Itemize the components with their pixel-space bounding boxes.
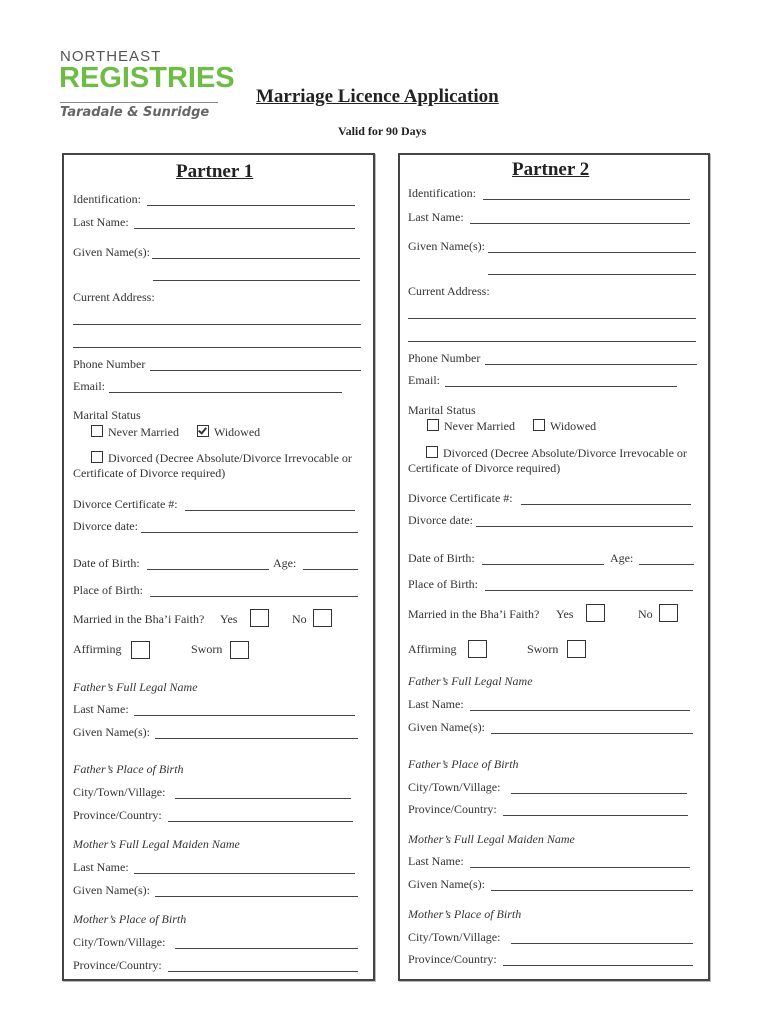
dob-field[interactable]	[147, 569, 269, 570]
mother-name-heading: Mother’s Full Legal Maiden Name	[73, 837, 240, 851]
father-given-field[interactable]	[491, 733, 693, 734]
never-married-option[interactable]	[427, 419, 515, 434]
divorce-cert-label: Divorce Certificate #:	[408, 491, 513, 505]
age-field[interactable]	[639, 564, 694, 565]
never-married-label: Never Married	[444, 419, 515, 433]
partner-1-heading: Partner 1	[176, 161, 254, 182]
widowed-option[interactable]	[533, 419, 596, 434]
marital-status-label: Marital Status	[408, 403, 476, 417]
affirming-label: Affirming	[73, 642, 122, 656]
father-name-heading: Father’s Full Legal Name	[73, 680, 198, 694]
identification-label: Identification:	[408, 186, 476, 200]
sworn-label: Sworn	[527, 642, 559, 656]
given-names-field-2[interactable]	[153, 280, 360, 281]
email-field[interactable]	[109, 392, 342, 393]
registry-logo	[59, 48, 235, 128]
divorced-label-2: Certificate of Divorce required)	[73, 466, 226, 480]
address-field-1[interactable]	[73, 324, 361, 325]
phone-field[interactable]	[150, 370, 361, 371]
given-names-label: Given Name(s):	[73, 245, 150, 259]
divorce-cert-label: Divorce Certificate #:	[73, 497, 178, 511]
mother-last-label: Last Name:	[408, 854, 464, 868]
logo-line-3: Taradale & Sunridge	[60, 105, 210, 120]
yes-label: Yes	[220, 612, 238, 626]
father-pob-heading: Father’s Place of Birth	[408, 757, 519, 771]
phone-label: Phone Number	[73, 357, 146, 371]
divorce-cert-field[interactable]	[521, 504, 691, 505]
mother-name-heading: Mother’s Full Legal Maiden Name	[408, 832, 575, 846]
logo-line-2: REGISTRIES	[59, 62, 235, 94]
email-field[interactable]	[445, 386, 677, 387]
father-city-label: City/Town/Village:	[73, 785, 166, 799]
married-faith-label: Married in the Bha’i Faith?	[408, 607, 540, 621]
father-city-label: City/Town/Village:	[408, 780, 501, 794]
dob-label: Date of Birth:	[73, 556, 140, 570]
father-province-field[interactable]	[168, 821, 353, 822]
father-province-field[interactable]	[503, 815, 688, 816]
divorce-date-field[interactable]	[476, 526, 693, 527]
faith-yes-checkbox[interactable]	[586, 604, 605, 622]
mother-city-field[interactable]	[511, 943, 693, 944]
page-title: Marriage Licence Application	[256, 86, 499, 107]
last-name-label: Last Name:	[408, 210, 464, 224]
father-given-field[interactable]	[155, 738, 358, 739]
mother-given-label: Given Name(s):	[73, 883, 150, 897]
phone-field[interactable]	[485, 364, 697, 365]
father-province-label: Province/Country:	[73, 808, 162, 822]
father-pob-heading: Father’s Place of Birth	[73, 762, 184, 776]
never-married-checkbox[interactable]	[427, 419, 439, 431]
address-field-2[interactable]	[73, 347, 361, 348]
place-of-birth-field[interactable]	[485, 590, 693, 591]
father-last-field[interactable]	[134, 715, 355, 716]
sworn-label: Sworn	[191, 642, 223, 656]
partner-2-panel	[398, 153, 710, 981]
father-name-heading: Father’s Full Legal Name	[408, 674, 533, 688]
mother-given-label: Given Name(s):	[408, 877, 485, 891]
logo-line-1: NORTHEAST	[60, 48, 162, 65]
no-label: No	[638, 607, 653, 621]
married-faith-label: Married in the Bha’i Faith?	[73, 612, 205, 626]
current-address-label: Current Address:	[408, 284, 490, 298]
mother-given-field[interactable]	[155, 896, 358, 897]
partner-2-heading: Partner 2	[512, 159, 590, 180]
place-of-birth-label: Place of Birth:	[408, 577, 478, 591]
mother-pob-heading: Mother’s Place of Birth	[73, 912, 187, 926]
divorce-date-label: Divorce date:	[73, 519, 138, 533]
address-field-2[interactable]	[408, 341, 696, 342]
mother-province-label: Province/Country:	[408, 952, 497, 966]
mother-city-label: City/Town/Village:	[73, 935, 166, 949]
phone-label: Phone Number	[408, 351, 481, 365]
mother-last-field[interactable]	[134, 873, 355, 874]
faith-no-checkbox[interactable]	[659, 604, 678, 622]
father-city-field[interactable]	[175, 798, 351, 799]
mother-city-label: City/Town/Village:	[408, 930, 501, 944]
father-last-label: Last Name:	[73, 702, 129, 716]
page-subtitle: Valid for 90 Days	[338, 124, 427, 138]
given-names-field[interactable]	[152, 258, 360, 259]
divorced-checkbox[interactable]	[91, 451, 103, 463]
divorced-label: Divorced (Decree Absolute/Divorce Irrevocable or	[443, 446, 687, 460]
faith-no-checkbox[interactable]	[313, 609, 332, 627]
age-label: Age:	[610, 551, 634, 565]
divorced-label: Divorced (Decree Absolute/Divorce Irrevocable or	[108, 451, 352, 465]
affirming-checkbox[interactable]	[131, 641, 150, 659]
marital-status-label: Marital Status	[73, 408, 141, 422]
address-field-1[interactable]	[408, 318, 696, 319]
given-names-field[interactable]	[488, 252, 696, 253]
sworn-checkbox[interactable]	[567, 640, 586, 658]
identification-field[interactable]	[483, 199, 690, 200]
mother-last-field[interactable]	[470, 867, 690, 868]
age-field[interactable]	[303, 569, 358, 570]
yes-label: Yes	[556, 607, 574, 621]
place-of-birth-label: Place of Birth:	[73, 583, 143, 597]
mother-province-field[interactable]	[503, 965, 693, 966]
dob-field[interactable]	[482, 564, 604, 565]
partner-1-panel	[62, 153, 375, 981]
divorced-option[interactable]	[91, 451, 352, 466]
identification-label: Identification:	[73, 192, 141, 206]
divorced-option[interactable]	[426, 446, 687, 461]
divorce-cert-field[interactable]	[185, 510, 355, 511]
father-last-label: Last Name:	[408, 697, 464, 711]
current-address-label: Current Address:	[73, 290, 155, 304]
affirming-label: Affirming	[408, 642, 457, 656]
logo-rule	[60, 102, 218, 103]
last-name-field[interactable]	[134, 228, 355, 229]
identification-field[interactable]	[147, 205, 355, 206]
father-given-label: Given Name(s):	[73, 725, 150, 739]
dob-label: Date of Birth:	[408, 551, 475, 565]
divorced-label-2: Certificate of Divorce required)	[408, 461, 561, 475]
mother-province-field[interactable]	[168, 971, 358, 972]
mother-city-field[interactable]	[175, 948, 358, 949]
given-names-label: Given Name(s):	[408, 239, 485, 253]
never-married-checkbox[interactable]	[91, 425, 103, 437]
divorced-checkbox[interactable]	[426, 446, 438, 458]
father-province-label: Province/Country:	[408, 802, 497, 816]
mother-province-label: Province/Country:	[73, 958, 162, 972]
sworn-checkbox[interactable]	[230, 641, 249, 659]
mother-last-label: Last Name:	[73, 860, 129, 874]
last-name-field[interactable]	[470, 223, 690, 224]
mother-pob-heading: Mother’s Place of Birth	[408, 907, 522, 921]
divorce-date-field[interactable]	[141, 532, 358, 533]
never-married-label: Never Married	[108, 425, 179, 439]
given-names-field-2[interactable]	[488, 274, 696, 275]
last-name-label: Last Name:	[73, 215, 129, 229]
never-married-option[interactable]	[91, 425, 179, 440]
email-label: Email:	[73, 379, 105, 393]
widowed-label: Widowed	[550, 419, 597, 433]
widowed-checkbox[interactable]	[197, 425, 209, 437]
place-of-birth-field[interactable]	[150, 596, 358, 597]
no-label: No	[292, 612, 307, 626]
widowed-checkbox[interactable]	[533, 419, 545, 431]
age-label: Age:	[273, 556, 297, 570]
widowed-label: Widowed	[214, 425, 261, 439]
widowed-option[interactable]	[197, 425, 260, 440]
affirming-checkbox[interactable]	[468, 640, 487, 658]
father-last-field[interactable]	[470, 710, 690, 711]
mother-given-field[interactable]	[491, 890, 693, 891]
father-given-label: Given Name(s):	[408, 720, 485, 734]
father-city-field[interactable]	[511, 793, 687, 794]
divorce-date-label: Divorce date:	[408, 513, 473, 527]
faith-yes-checkbox[interactable]	[250, 609, 269, 627]
email-label: Email:	[408, 373, 440, 387]
